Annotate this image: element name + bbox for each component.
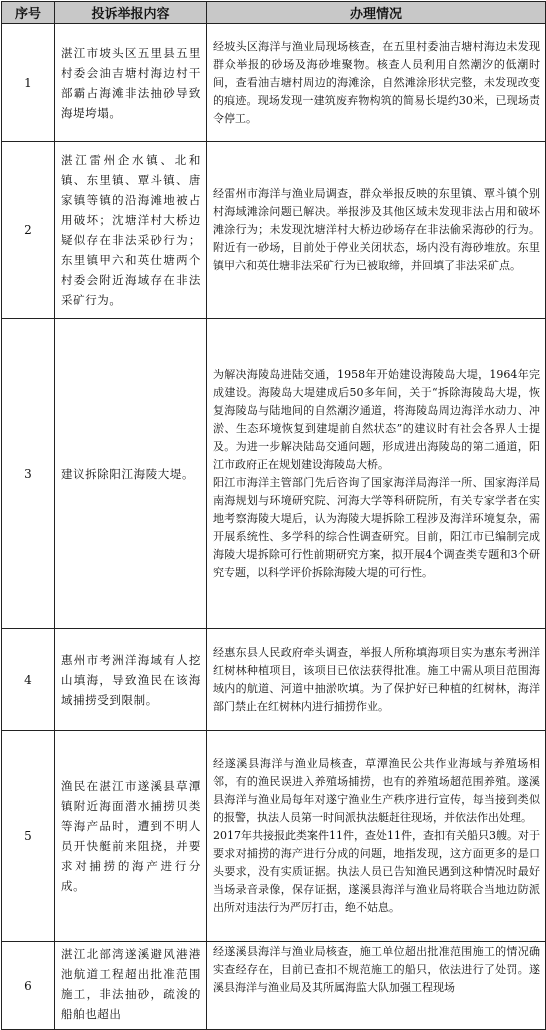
row-number: 2 <box>2 142 55 319</box>
handling-text <box>207 24 546 142</box>
handling-text <box>207 629 546 731</box>
complaint-text: 渔民在湛江市遂溪县草潭镇附近海面潜水捕捞贝类等海产品时，遭到不明人员开快艇前来阻挠，并要求对捕捞的海产进行分成。 <box>55 731 207 942</box>
table-row <box>2 142 546 319</box>
complaint-text: 建议拆除阳江海陵大堤。 <box>55 319 207 629</box>
handling-paragraph: 经遂溪县海洋与渔业局核查，草潭渔民公共作业海域与养殖场相邻，有的渔民误进入养殖场捕捞，也有的养殖场超范围养殖。遂溪县海洋与渔业局每年对遂宁渔业生产秩序进行宣传，每当接到类似的报警，执法人员第一时间派执法艇赶往现场，并依法作出处理。 <box>213 757 540 824</box>
handling-paragraph: 阳江市海洋主管部门先后咨询了国家海洋局海洋一所、国家海洋局南海规划与环境研究院、河海大学等科研院所，有关专家学者在实地考察海陵大堤后，认为海陵大堤拆除工程涉及海洋环境复杂，需开展系统性、多学科的综合性调查研究。目前，阳江市已编制完成海陵大堤拆除可行性前期研究方案，拟开展4个调查类专题和3个研究专题，以科学评价拆除海陵大堤的可行性。 <box>213 475 540 579</box>
row-number: 6 <box>2 942 55 1030</box>
handling-paragraph: 2017年共接报此类案件11件，查处11件，查扣有关船只3艘。对于要求对捕捞的海产进行分成的问题，地指发现，这方面更多的是口头要求，没有实质证据。执法人员已告知渔民遇到这种情况时最好当场录音录像，保存证据，遂溪县海洋与渔业局将联合当地边防派出所对违法行为严厉打击，绝不姑息。 <box>213 829 540 914</box>
complaint-text: 湛江北部湾遂溪避风港港池航道工程超出批准范围施工，非法抽砂，疏浚的船舶也超出 <box>55 942 207 1030</box>
table-row <box>2 942 546 1030</box>
complaint-table <box>1 1 546 1030</box>
handling-paragraph: 经惠东县人民政府牵头调查，举报人所称填海项目实为惠东考洲洋红树林种植项目，该项目已依法获得批准。施工中需从项目范围海域内的航道、河道中抽淤吹填。为了保护好已种植的红树林，海洋部门禁止在红树林内进行捕捞作业。 <box>213 645 540 713</box>
handling-text <box>207 731 546 942</box>
handling-text <box>207 942 546 1030</box>
complaint-text: 湛江雷州企水镇、北和镇、东里镇、覃斗镇、唐家镇等镇的沿海滩地被占用破坏；沈塘洋村大桥边疑似存在非法采砂行为；东里镇甲六和英仕塘两个村委会附近海域存在非法采矿行为。 <box>55 142 207 319</box>
table-row <box>2 24 546 142</box>
handling-text <box>207 142 546 319</box>
handling-paragraph: 经坡头区海洋与渔业局现场核查，在五里村委油吉塘村海边未发现群众举报的砂场及海砂堆聚物。核查人员利用自然潮汐的低潮时间，查看油吉塘村周边的海滩涂，自然滩涂形状完整，未发现改变的痕迹。现场发现一建筑废弃物构筑的简易长堤约30米，已现场责令停工。 <box>213 39 540 125</box>
row-number: 1 <box>2 24 55 142</box>
complaint-text: 湛江市坡头区五里县五里村委会油吉塘村海边村干部霸占海滩非法抽砂导致海堤垮塌。 <box>55 24 207 142</box>
row-number: 4 <box>2 629 55 731</box>
row-number: 3 <box>2 319 55 629</box>
header-complaint-content: 投诉举报内容 <box>55 2 207 24</box>
header-handling-status: 办理情况 <box>207 2 546 24</box>
table-header-row <box>2 2 546 24</box>
handling-paragraph: 经遂溪县海洋与渔业局核查，施工单位超出批准范围施工的情况确实查经存在，目前已查扣不规范施工的船只，依法进行了处罚。遂溪县海洋与渔业局及其所属海监大队加强工程现场 <box>213 945 540 994</box>
handling-text <box>207 319 546 629</box>
complaint-text: 惠州市考洲洋海域有人挖山填海，导致渔民在该海域捕捞受到限制。 <box>55 629 207 731</box>
handling-paragraph: 经雷州市海洋与渔业局调查，群众举报反映的东里镇、覃斗镇个别村海域滩涂问题已解决。举报涉及其他区域未发现非法占用和破坏滩涂行为；未发现沈塘洋村大桥边砂场存在非法偷采海砂的行为。附近有一砂场，目前处于停业关闭状态，场内没有海砂堆放。东里镇甲六和英仕塘非法采矿行为已被取缔，并回填了非法采矿点。 <box>213 187 540 272</box>
table-row <box>2 629 546 731</box>
header-serial-number: 序号 <box>2 2 55 24</box>
row-number: 5 <box>2 731 55 942</box>
handling-paragraph: 为解决海陵岛进陆交通，1958年开始建设海陵岛大堤，1964年完成建设。海陵岛大堤建成后50多年间，关于“拆除海陵岛大堤，恢复海陵岛与陆地间的自然潮汐通道，将海陵岛周边海洋水动力、冲淤、生态环境恢复到建堤前自然状态”的建议时有社会各界人士提及。为进一步解决陆岛交通问题，形成进出海陵岛的第二通道，阳江市政府正在规划建设海陵岛大桥。 <box>213 367 540 471</box>
table-row <box>2 319 546 629</box>
table-row <box>2 731 546 942</box>
